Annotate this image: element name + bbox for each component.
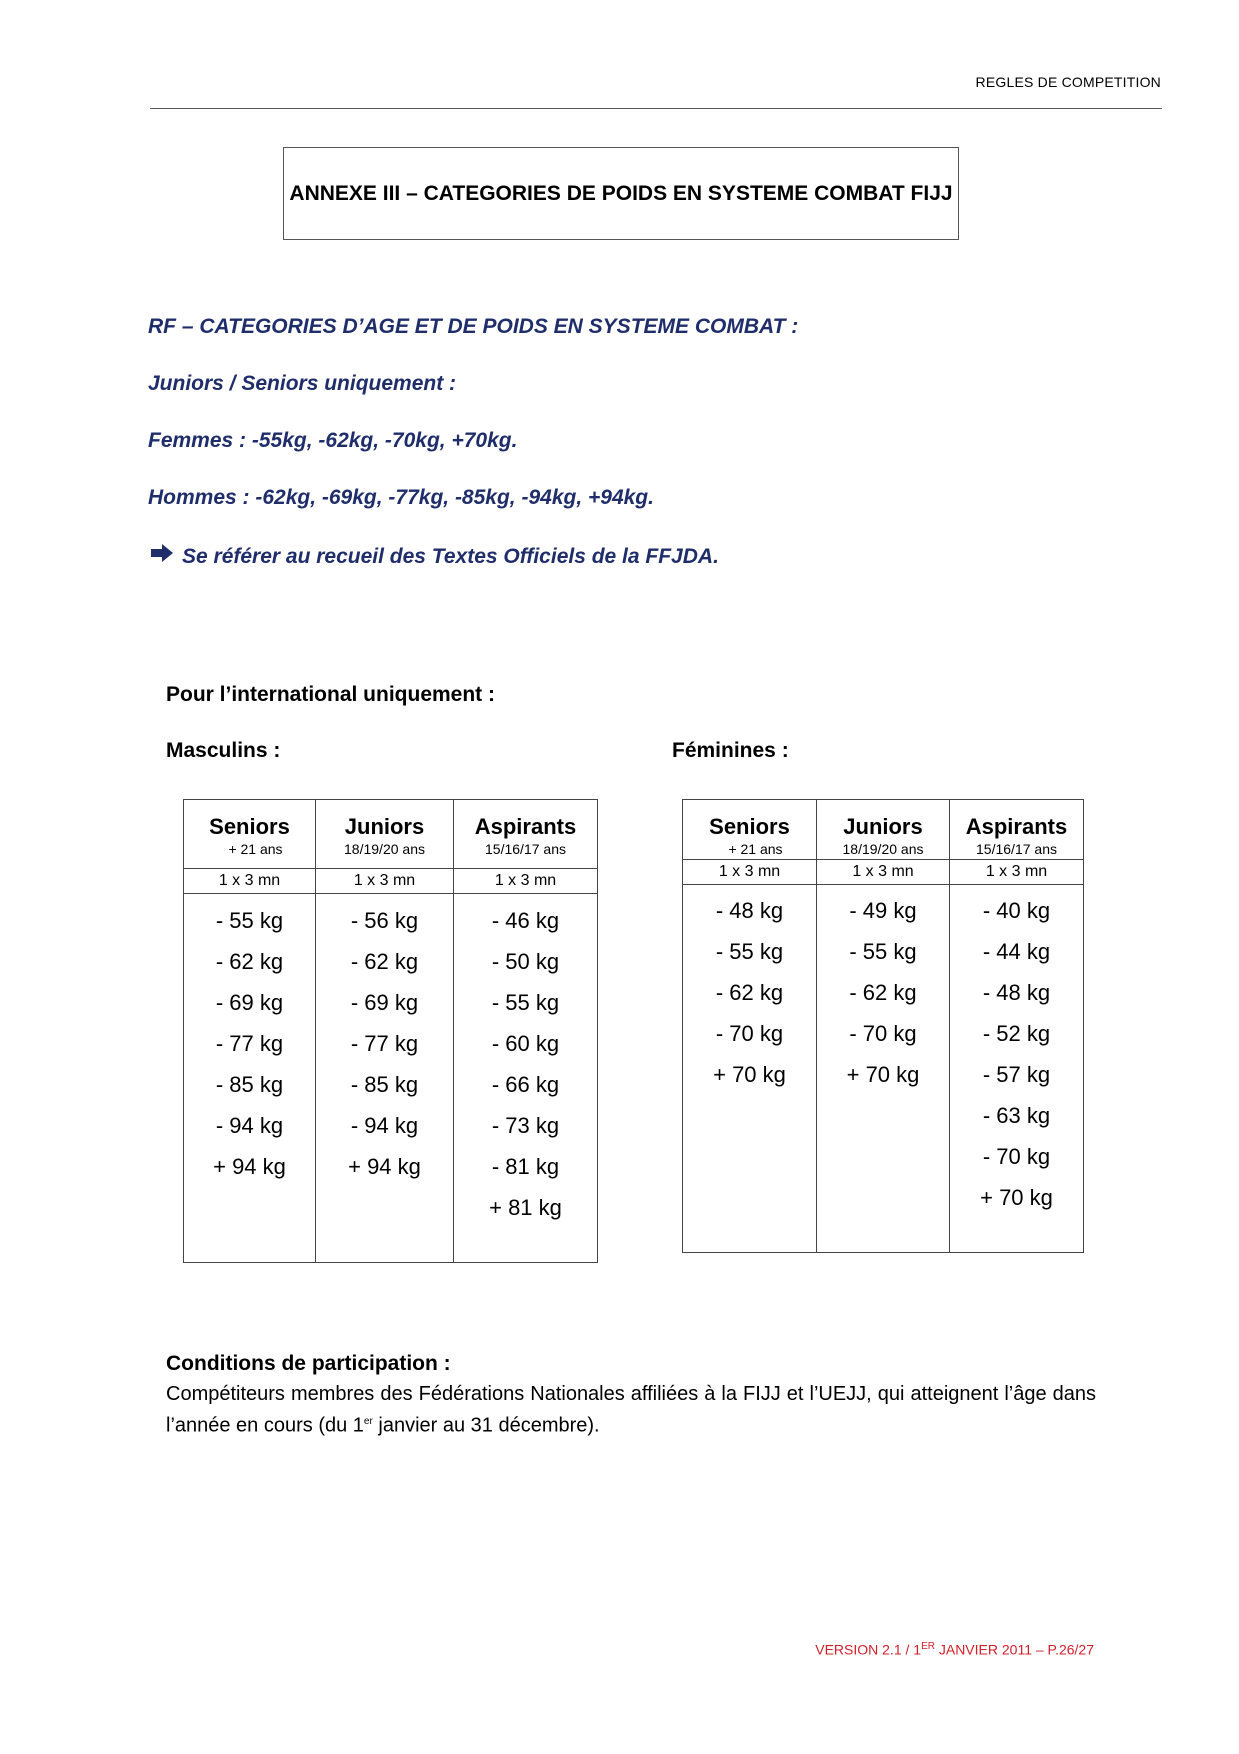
weight-cell: - 55 kg [715,939,784,964]
weight-cell: + 94 kg [213,1154,286,1179]
female-header-seniors: Seniors + 21 ans [683,800,817,860]
weight-cell: - 50 kg [491,949,560,974]
rf-men-categories: Hommes : -62kg, -69kg, -77kg, -85kg, -94kg, +94kg. [148,486,654,509]
weight-cell: - 77 kg [350,1031,419,1056]
annex-title-box [283,147,959,240]
weight-cell: - 70 kg [715,1021,784,1046]
weight-cell: - 94 kg [215,1113,284,1138]
weight-cell: - 57 kg [982,1062,1051,1087]
weight-cell: - 46 kg [491,908,560,933]
female-weights-seniors [683,885,817,1253]
conditions-text: Compétiteurs membres des Fédérations Nationales affiliées à la FIJJ et l’UEJJ, qui atteignent l’âge dans l’année en cours (du 1er janvier au 31 décembre). [166,1383,1096,1437]
weight-cell: - 56 kg [350,908,419,933]
weight-cell: + 94 kg [348,1154,421,1179]
male-weight-table [183,799,598,1263]
weight-cell: + 81 kg [489,1195,562,1220]
weight-cell: - 85 kg [350,1072,419,1097]
weight-cell: - 94 kg [350,1113,419,1138]
male-header-juniors: Juniors 18/19/20 ans [316,800,454,869]
female-weights-aspirants [950,885,1084,1253]
weight-cell: - 55 kg [491,990,560,1015]
weight-cell: - 40 kg [982,898,1051,923]
female-header-juniors: Juniors 18/19/20 ans [817,800,950,860]
weight-cell: - 77 kg [215,1031,284,1056]
weight-cell: + 70 kg [846,1062,920,1087]
weight-cell: - 52 kg [982,1021,1051,1046]
weight-cell: - 69 kg [350,990,419,1015]
international-heading: Pour l’international uniquement : [166,683,496,706]
male-label: Masculins : [166,739,281,762]
arrow-right-icon [150,543,174,569]
male-weights-seniors [184,894,316,1263]
weight-cell: - 49 kg [849,898,917,923]
conditions-heading: Conditions de participation : [166,1352,451,1375]
weight-cell: - 81 kg [491,1154,560,1179]
weight-cell: - 73 kg [491,1113,560,1138]
male-duration-juniors: 1 x 3 mn [316,869,454,894]
weight-cell: - 48 kg [715,898,784,923]
weight-cell: - 55 kg [215,908,284,933]
male-weights-juniors [316,894,454,1263]
rf-reference [150,543,719,569]
male-header-seniors: Seniors + 21 ans [184,800,316,869]
weight-cell: - 48 kg [982,980,1051,1005]
weight-cell: + 70 kg [980,1185,1053,1210]
weight-cell: - 62 kg [350,949,419,974]
female-header-aspirants: Aspirants 15/16/17 ans [950,800,1084,860]
female-label: Féminines : [672,739,789,762]
weight-cell: - 60 kg [491,1031,560,1056]
female-weight-table [682,799,1084,1253]
weight-cell: - 62 kg [849,980,917,1005]
rf-scope: Juniors / Seniors uniquement : [148,372,457,395]
annex-title: ANNEXE III – CATEGORIES DE POIDS EN SYSTEME COMBAT FIJJ [289,181,953,205]
rf-heading: RF – CATEGORIES D’AGE ET DE POIDS EN SYSTEME COMBAT : [148,315,799,338]
female-duration-juniors: 1 x 3 mn [817,860,950,885]
page-footer: VERSION 2.1 / 1ER JANVIER 2011 – P.26/27 [815,1641,1094,1658]
weight-cell: - 62 kg [215,949,284,974]
male-duration-aspirants: 1 x 3 mn [454,869,598,894]
reference-text: Se référer au recueil des Textes Officiels de la FFJDA. [182,545,719,568]
header-divider [150,108,1162,109]
weight-cell: - 70 kg [982,1144,1051,1169]
weight-cell: - 70 kg [849,1021,917,1046]
female-duration-seniors: 1 x 3 mn [683,860,817,885]
weight-cell: - 66 kg [491,1072,560,1097]
weight-cell: - 69 kg [215,990,284,1015]
weight-cell: - 63 kg [982,1103,1051,1128]
female-duration-aspirants: 1 x 3 mn [950,860,1084,885]
weight-cell: - 85 kg [215,1072,284,1097]
weight-cell: - 62 kg [715,980,784,1005]
weight-cell: - 55 kg [849,939,917,964]
male-header-aspirants: Aspirants 15/16/17 ans [454,800,598,869]
weight-cell: + 70 kg [713,1062,786,1087]
running-header: REGLES DE COMPETITION [975,74,1161,90]
male-weights-aspirants [454,894,598,1263]
rf-women-categories: Femmes : -55kg, -62kg, -70kg, +70kg. [148,429,518,452]
weight-cell: - 44 kg [982,939,1051,964]
female-weights-juniors [817,885,950,1253]
male-duration-seniors: 1 x 3 mn [184,869,316,894]
